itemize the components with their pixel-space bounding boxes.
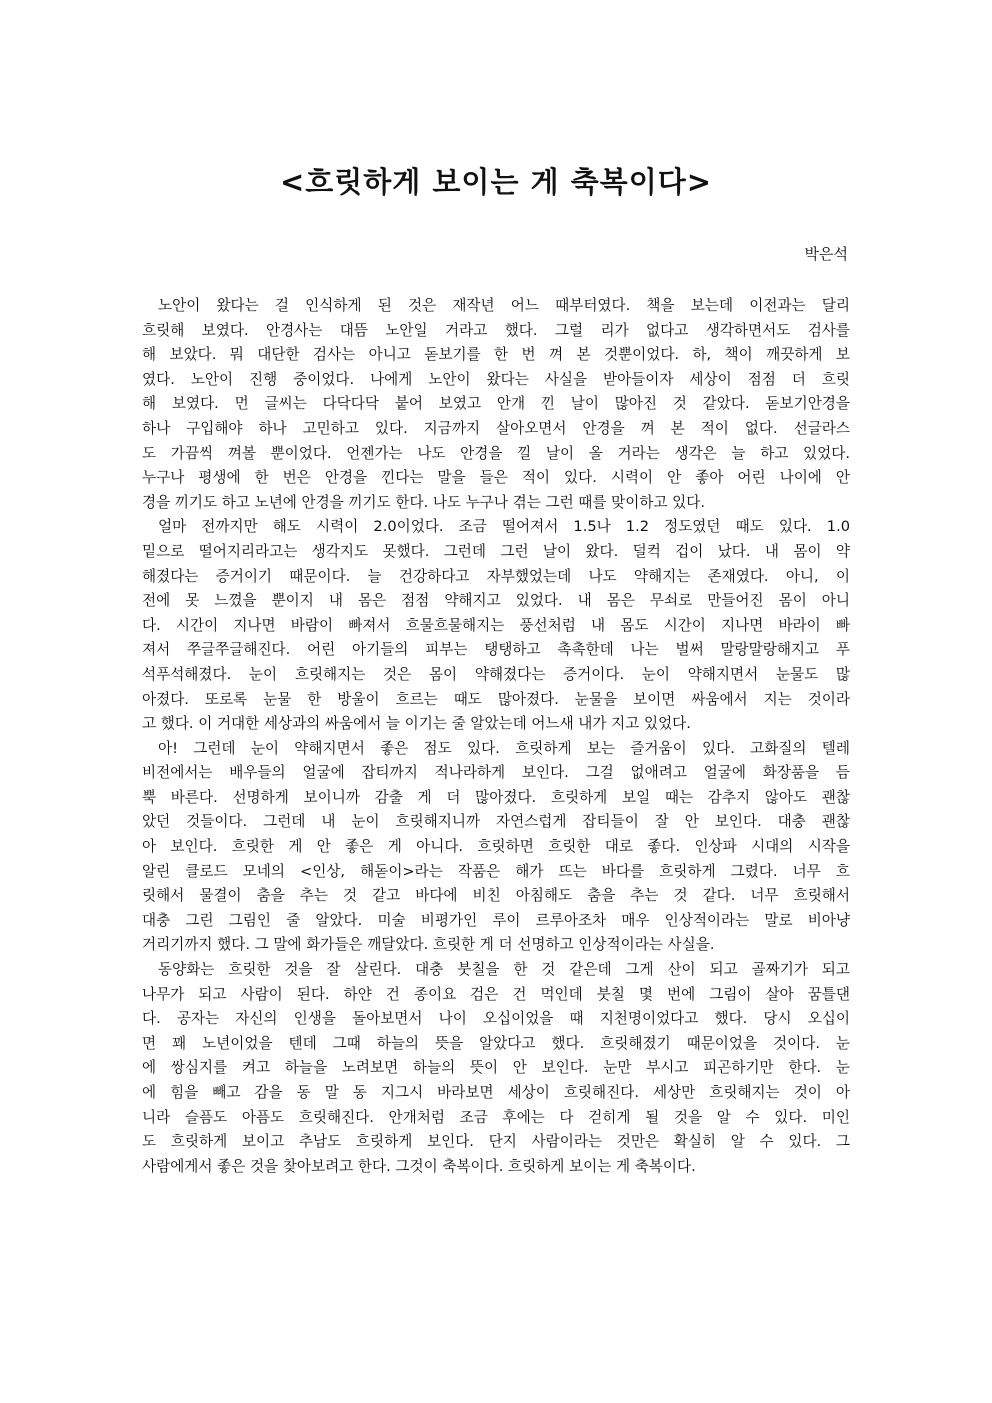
paragraph-line: 비전에서는 배우들의 얼굴에 잡티까지 적나라하게 보인다. 그걸 없애려고 얼굴에 화장품을 듬 [142, 764, 850, 782]
paragraph-line: 알린 클로드 모네의 <인상, 해돋이>라는 작품은 해가 뜨는 바다를 흐릿하게 그렸다. 너무 흐 [142, 862, 850, 880]
paragraph-line: 얼마 전까지만 해도 시력이 2.0이었다. 조금 떨어져서 1.5나 1.2 정도였던 때도 있다. 1.0 [158, 518, 850, 536]
paragraph-line: 도 흐릿하게 보이고 추남도 흐릿하게 보인다. 단지 사람이라는 것만은 확실히 알 수 있다. 그 [142, 1133, 850, 1151]
paragraph-line: 에 쌍심지를 켜고 하늘을 노려보면 하늘의 뜻이 안 보인다. 눈만 부시고 피곤하기만 한다. 눈 [142, 1059, 850, 1077]
paragraph-line: 였다. 노안이 진행 중이었다. 나에게 노안이 왔다는 사실을 받아들이자 세상이 점점 더 흐릿 [142, 370, 850, 388]
paragraph-line: 거리기까지 했다. 그 말에 화가들은 깨달았다. 흐릿한 게 더 선명하고 인상적이라는 사실을. [142, 936, 715, 954]
paragraph-line: 전에 못 느꼈을 뿐이지 내 몸은 점점 약해지고 있었다. 내 몸은 무쇠로 만들어진 몸이 아니 [142, 592, 850, 610]
paragraph-line: 동양화는 흐릿한 것을 잘 살린다. 대충 붓칠을 한 것 같은데 그게 산이 되고 골짜기가 되고 [158, 961, 850, 979]
paragraph-line: 석푸석해졌다. 눈이 흐릿해지는 것은 몸이 약해졌다는 증거이다. 눈이 약해지면서 눈물도 많 [142, 665, 850, 683]
paragraph-line: 릿해서 물결이 춤을 추는 것 같고 바다에 비친 아침해도 춤을 추는 것 같다. 너무 흐릿해서 [142, 887, 850, 905]
paragraph-line: 아졌다. 또로록 눈물 한 방울이 흐르는 때도 많아졌다. 눈물을 보이면 싸움에서 지는 것이라 [142, 690, 850, 708]
paragraph-line: 흐릿해 보였다. 안경사는 대뜸 노안일 거라고 했다. 그럴 리가 없다고 생각하면서도 검사를 [142, 321, 850, 339]
paragraph-line: 대충 그린 그림인 줄 알았다. 미술 비평가인 루이 르루아조차 매우 인상적이라는 말로 비아냥 [142, 911, 850, 929]
paragraph-line: 해 보았다. 뭐 대단한 검사는 아니고 돋보기를 한 번 껴 본 것뿐이었다. 하, 책이 깨끗하게 보 [142, 346, 850, 364]
paragraph-line: 하나 구입해야 하나 고민하고 있다. 지금까지 살아오면서 안경을 껴 본 적이 없다. 선글라스 [142, 419, 850, 437]
paragraph-line: 았던 것들이다. 그런데 내 눈이 흐릿해지니까 자연스럽게 잡티들이 잘 안 보인다. 대충 괜찮 [142, 813, 850, 831]
paragraph-line: 다. 시간이 지나면 바람이 빠져서 흐물흐물해지는 풍선처럼 내 몸도 시간이 지나면 바라이 빠 [142, 616, 850, 634]
paragraph-line: 도 가끔씩 껴볼 뿐이었다. 언젠가는 나도 안경을 낄 날이 올 거라는 생각은 늘 하고 있었다. [142, 444, 850, 462]
paragraph-line: 노안이 왔다는 걸 인식하게 된 것은 재작년 어느 때부터였다. 책을 보는데 이전과는 달리 [158, 297, 850, 314]
document-body [142, 294, 850, 1179]
author-name: 박은석 [804, 245, 848, 263]
paragraph-line: 나무가 되고 사람이 된다. 하얀 건 종이요 검은 건 먹인데 붓칠 몇 번에 그림이 살아 꿈틀댄 [142, 985, 850, 1003]
paragraph-line: 해졌다는 증거이기 때문이다. 늘 건강하다고 자부했었는데 나도 약해지는 존재였다. 아니, 이 [142, 567, 850, 585]
paragraph-line: 면 꽤 노년이었을 텐데 그때 하늘의 뜻을 알았다고 했다. 흐릿해졌기 때문이었을 것이다. 눈 [142, 1034, 850, 1052]
paragraph-line: 아! 그런데 눈이 약해지면서 좋은 점도 있다. 흐릿하게 보는 즐거움이 있다. 고화질의 텔레 [158, 739, 850, 757]
paragraph-line: 해 보였다. 먼 글씨는 다닥다닥 붙어 보였고 안개 낀 날이 많아진 것 같았다. 돋보기안경을 [142, 395, 850, 413]
paragraph-line: 니라 슬픔도 아픔도 흐릿해진다. 안개처럼 조금 후에는 다 걷히게 될 것을 알 수 있다. 미인 [142, 1108, 850, 1126]
paragraph-line: 밑으로 떨어지리라고는 생각지도 못했다. 그런데 그런 날이 왔다. 덜컥 겁이 났다. 내 몸이 약 [142, 542, 850, 560]
paragraph-line: 에 힘을 빼고 감을 동 말 동 지그시 바라보면 세상이 흐릿해진다. 세상만 흐릿해지는 것이 아 [142, 1084, 850, 1101]
paragraph-line: 아 보인다. 흐릿한 게 안 좋은 게 아니다. 흐릿하면 흐릿한 대로 좋다. 인상파 시대의 시작을 [142, 838, 850, 856]
paragraph-line: 경을 끼기도 하고 노년에 안경을 끼기도 한다. 나도 누구나 겪는 그런 때를 맞이하고 있다. [142, 493, 706, 511]
paragraph-line: 사람에게서 좋은 것을 찾아보려고 한다. 그것이 축복이다. 흐릿하게 보이는 게 축복이다. [142, 1157, 696, 1175]
paragraph-line: 다. 공자는 자신의 인생을 돌아보면서 나이 오십이었을 때 지천명이었다고 했다. 당시 오십이 [142, 1010, 850, 1028]
paragraph-line: 누구나 평생에 한 번은 안경을 낀다는 말을 들은 적이 있다. 시력이 안 좋아 어린 나이에 안 [142, 469, 850, 487]
paragraph-line: 뿍 바른다. 선명하게 보이니까 감출 게 더 많아졌다. 흐릿하게 보일 때는 감추지 않아도 괜찮 [142, 788, 850, 806]
paragraph-line: 져서 쭈글쭈글해진다. 어린 아기들의 피부는 탱탱하고 촉촉한데 나는 벌써 말랑말랑해지고 푸 [142, 641, 850, 659]
document-title: <흐릿하게 보이는 게 축복이다> [279, 165, 713, 199]
paragraph-line: 고 했다. 이 거대한 세상과의 싸움에서 늘 이기는 줄 알았는데 어느새 내가 지고 있었다. [142, 715, 691, 733]
